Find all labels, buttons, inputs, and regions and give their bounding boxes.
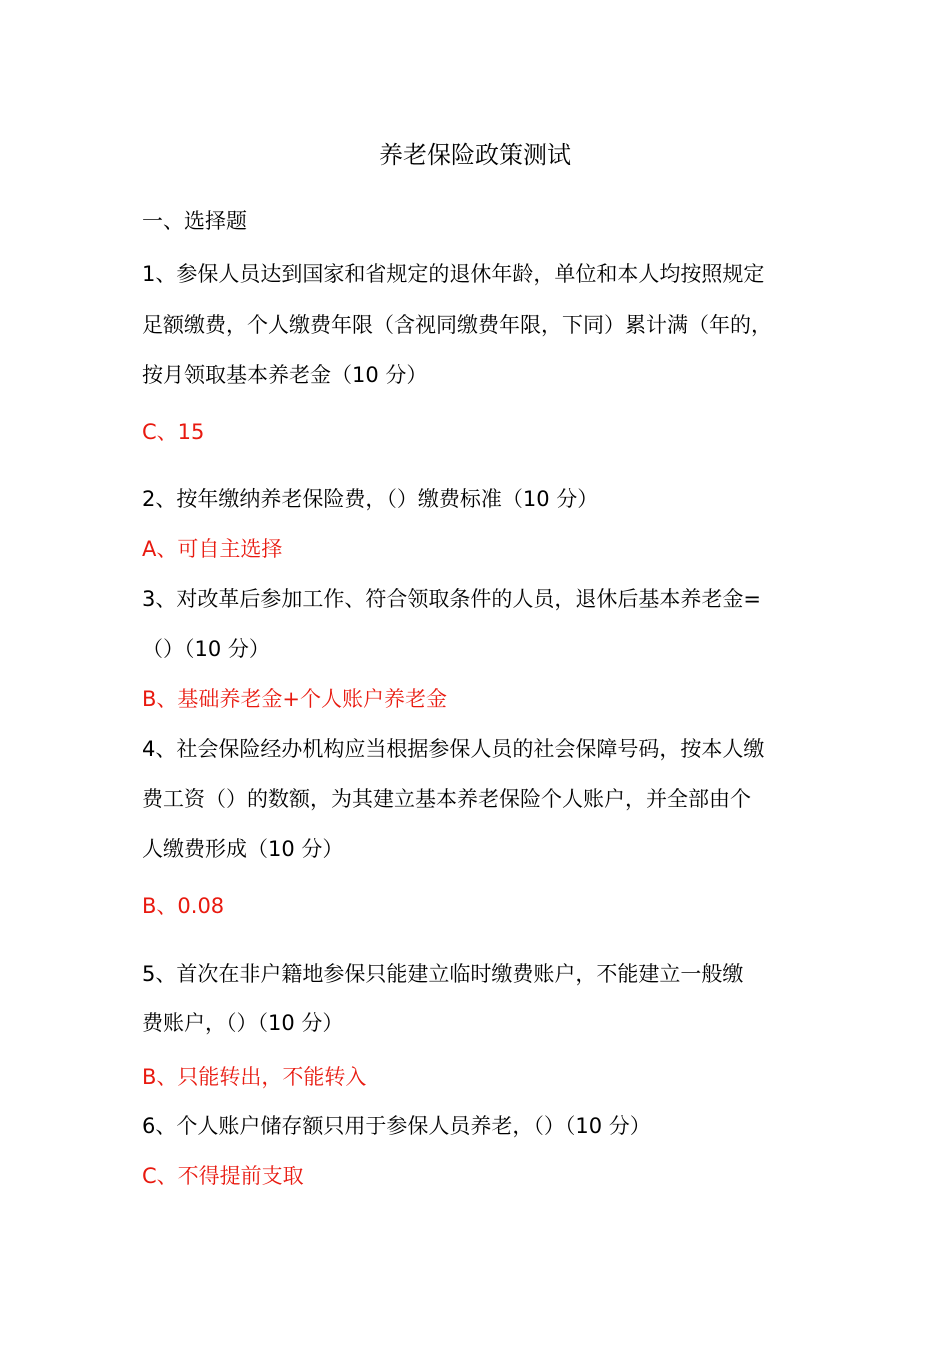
document-title: 养老保险政策测试 <box>379 141 571 169</box>
question-2-line-1: 2、按年缴纳养老保险费，（）缴费标准（10 分） <box>142 487 599 511</box>
question-5-line-1: 5、首次在非户籍地参保只能建立临时缴费账户，不能建立一般缴 <box>142 962 744 986</box>
question-3-line-1: 3、对改革后参加工作、符合领取条件的人员，退休后基本养老金= <box>142 587 761 611</box>
question-5-line-2: 费账户，（）（10 分） <box>142 1011 344 1035</box>
question-4-line-1: 4、社会保险经办机构应当根据参保人员的社会保障号码，按本人缴 <box>142 737 765 761</box>
question-3-line-2: （）（10 分） <box>142 637 270 661</box>
question-5-answer: B、只能转出，不能转入 <box>142 1065 367 1089</box>
question-3-answer: B、基础养老金+个人账户养老金 <box>142 687 448 711</box>
question-4-line-3: 人缴费形成（10 分） <box>142 837 344 861</box>
question-1-line-1: 1、参保人员达到国家和省规定的退休年龄，单位和本人均按照规定 <box>142 262 765 286</box>
question-1-answer: C、15 <box>142 420 205 444</box>
question-1-line-2: 足额缴费，个人缴费年限（含视同缴费年限，下同）累计满（年的， <box>142 313 772 337</box>
question-6-answer: C、不得提前支取 <box>142 1164 304 1188</box>
question-1-line-3: 按月领取基本养老金（10 分） <box>142 363 428 387</box>
question-2-answer: A、可自主选择 <box>142 537 283 561</box>
question-4-line-2: 费工资（）的数额，为其建立基本养老保险个人账户，并全部由个 <box>142 787 751 811</box>
question-4-answer: B、0.08 <box>142 894 225 918</box>
question-6-line-1: 6、个人账户储存额只用于参保人员养老，（）（10 分） <box>142 1114 651 1138</box>
section-heading: 一、选择题 <box>142 209 247 233</box>
